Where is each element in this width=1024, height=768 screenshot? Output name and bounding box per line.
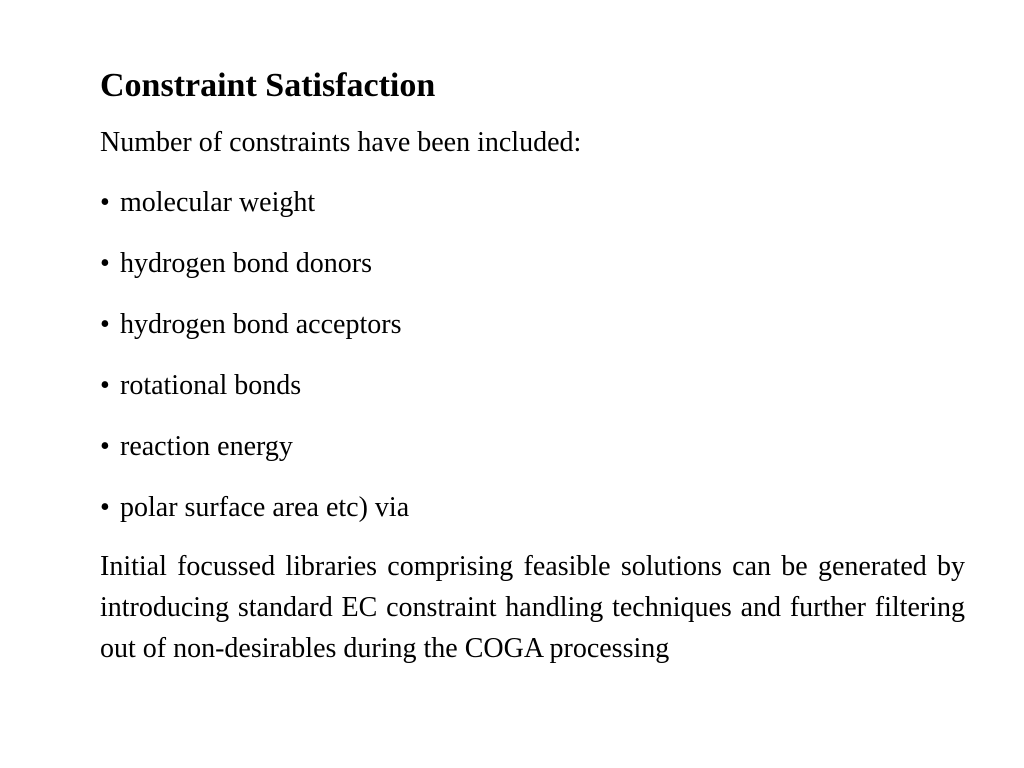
list-item-text: polar surface area etc) via bbox=[120, 492, 410, 523]
list-item bbox=[100, 186, 965, 220]
bullet-icon: • bbox=[100, 492, 110, 523]
summary-paragraph: Initial focussed libraries comprising feasible solutions can be generated by introducing standard EC constraint handling techniques and further filtering out of non-desirables during the COGA processing bbox=[100, 551, 965, 664]
intro-text: Number of constraints have been included: bbox=[100, 127, 582, 158]
list-item-text: molecular weight bbox=[120, 187, 316, 218]
bullet-icon: • bbox=[100, 431, 110, 462]
bullet-icon: • bbox=[100, 187, 110, 218]
constraint-list bbox=[100, 186, 965, 525]
list-item-text: hydrogen bond donors bbox=[120, 248, 372, 279]
bullet-icon: • bbox=[100, 248, 110, 279]
bullet-icon: • bbox=[100, 370, 110, 401]
bullet-icon: • bbox=[100, 309, 110, 340]
slide-content bbox=[100, 64, 965, 669]
list-item-text: hydrogen bond acceptors bbox=[120, 309, 402, 340]
list-item bbox=[100, 430, 965, 464]
list-item bbox=[100, 308, 965, 342]
slide-title: Constraint Satisfaction bbox=[100, 67, 436, 104]
list-item-text: rotational bonds bbox=[120, 370, 302, 401]
list-item bbox=[100, 491, 965, 525]
list-item bbox=[100, 247, 965, 281]
list-item-text: reaction energy bbox=[120, 431, 293, 462]
list-item bbox=[100, 369, 965, 403]
